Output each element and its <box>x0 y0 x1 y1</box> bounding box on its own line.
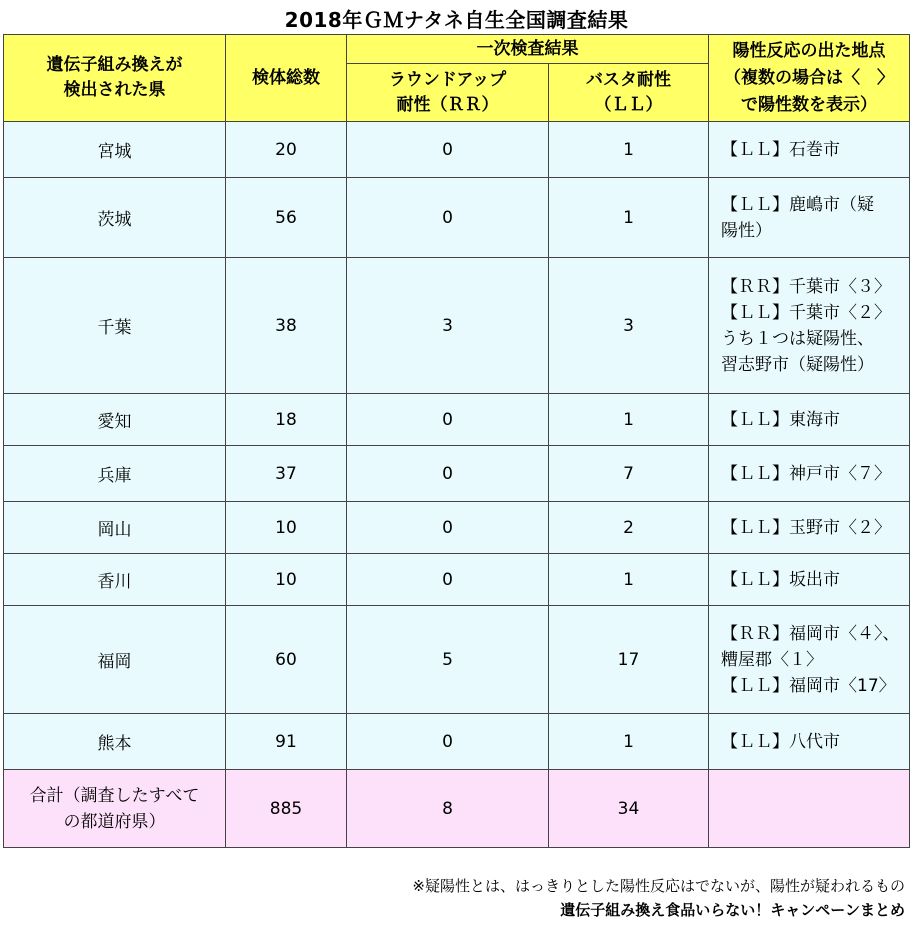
header-prefecture: 遺伝子組み換えが 検出された県 <box>4 35 226 122</box>
prefecture-cell: 香川 <box>4 554 226 606</box>
results-table <box>3 34 910 848</box>
table-row <box>4 394 910 446</box>
rr-count-cell: 3 <box>347 258 549 394</box>
sample-total-cell: 38 <box>226 258 347 394</box>
table-row <box>4 446 910 502</box>
ll-count-cell: 17 <box>549 606 709 714</box>
sample-total-cell: 10 <box>226 554 347 606</box>
positive-places-cell: 【ＬＬ】八代市 <box>709 714 910 770</box>
total-rr-cell: 8 <box>347 770 549 848</box>
table-row <box>4 502 910 554</box>
table-row <box>4 122 910 178</box>
page-title: 2018年ＧＭナタネ自生全国調査結果 <box>284 8 629 32</box>
table-row <box>4 554 910 606</box>
ll-count-cell: 1 <box>549 554 709 606</box>
header-first-result: 一次検査結果 <box>347 35 709 64</box>
prefecture-cell: 宮城 <box>4 122 226 178</box>
positive-places-cell: 【ＬＬ】玉野市〈２〉 <box>709 502 910 554</box>
sample-total-cell: 91 <box>226 714 347 770</box>
prefecture-cell: 福岡 <box>4 606 226 714</box>
header-ll: バスタ耐性 （ＬＬ） <box>549 64 709 122</box>
sample-total-cell: 60 <box>226 606 347 714</box>
rr-count-cell: 0 <box>347 122 549 178</box>
positive-places-cell: 【ＲＲ】千葉市〈３〉 【ＬＬ】千葉市〈２〉 うち１つは疑陽性、 習志野市（疑陽性） <box>709 258 910 394</box>
rr-count-cell: 0 <box>347 394 549 446</box>
prefecture-cell: 兵庫 <box>4 446 226 502</box>
sample-total-cell: 37 <box>226 446 347 502</box>
sample-total-cell: 20 <box>226 122 347 178</box>
prefecture-cell: 茨城 <box>4 178 226 258</box>
prefecture-cell: 熊本 <box>4 714 226 770</box>
header-positive-places: 陽性反応の出た地点 （複数の場合は〈 〉 で陽性数を表示） <box>709 35 910 122</box>
prefecture-cell: 愛知 <box>4 394 226 446</box>
sample-total-cell: 18 <box>226 394 347 446</box>
header-rr: ラウンドアップ 耐性（ＲＲ） <box>347 64 549 122</box>
ll-count-cell: 1 <box>549 714 709 770</box>
rr-count-cell: 0 <box>347 714 549 770</box>
sample-total-cell: 10 <box>226 502 347 554</box>
rr-count-cell: 5 <box>347 606 549 714</box>
ll-count-cell: 2 <box>549 502 709 554</box>
positive-places-cell: 【ＬＬ】東海市 <box>709 394 910 446</box>
positive-places-cell: 【ＬＬ】神戸市〈７〉 <box>709 446 910 502</box>
ll-count-cell: 3 <box>549 258 709 394</box>
rr-count-cell: 0 <box>347 446 549 502</box>
positive-places-cell: 【ＬＬ】鹿嶋市（疑 陽性） <box>709 178 910 258</box>
total-row <box>4 770 910 848</box>
rr-count-cell: 0 <box>347 178 549 258</box>
rr-count-cell: 0 <box>347 554 549 606</box>
ll-count-cell: 1 <box>549 394 709 446</box>
ll-count-cell: 1 <box>549 178 709 258</box>
total-ll-cell: 34 <box>549 770 709 848</box>
table-row <box>4 606 910 714</box>
sample-total-cell: 56 <box>226 178 347 258</box>
table-row <box>4 258 910 394</box>
total-sample-cell: 885 <box>226 770 347 848</box>
credit-text: 遺伝子組み換え食品いらない！キャンペーンまとめ <box>560 901 905 919</box>
footnote <box>412 874 905 922</box>
rr-count-cell: 0 <box>347 502 549 554</box>
footnote-text: ※疑陽性とは、はっきりとした陽性反応はでないが、陽性が疑われるもの <box>412 877 905 895</box>
header-sample-total: 検体総数 <box>226 35 347 122</box>
total-places-cell <box>709 770 910 848</box>
ll-count-cell: 1 <box>549 122 709 178</box>
table-row <box>4 178 910 258</box>
ll-count-cell: 7 <box>549 446 709 502</box>
positive-places-cell: 【ＬＬ】石巻市 <box>709 122 910 178</box>
total-label-cell: 合計（調査したすべて の都道府県） <box>4 770 226 848</box>
table-row <box>4 714 910 770</box>
prefecture-cell: 岡山 <box>4 502 226 554</box>
prefecture-cell: 千葉 <box>4 258 226 394</box>
positive-places-cell: 【ＬＬ】坂出市 <box>709 554 910 606</box>
positive-places-cell: 【ＲＲ】福岡市〈４〉、 糟屋郡〈１〉 【ＬＬ】福岡市〈17〉 <box>709 606 910 714</box>
